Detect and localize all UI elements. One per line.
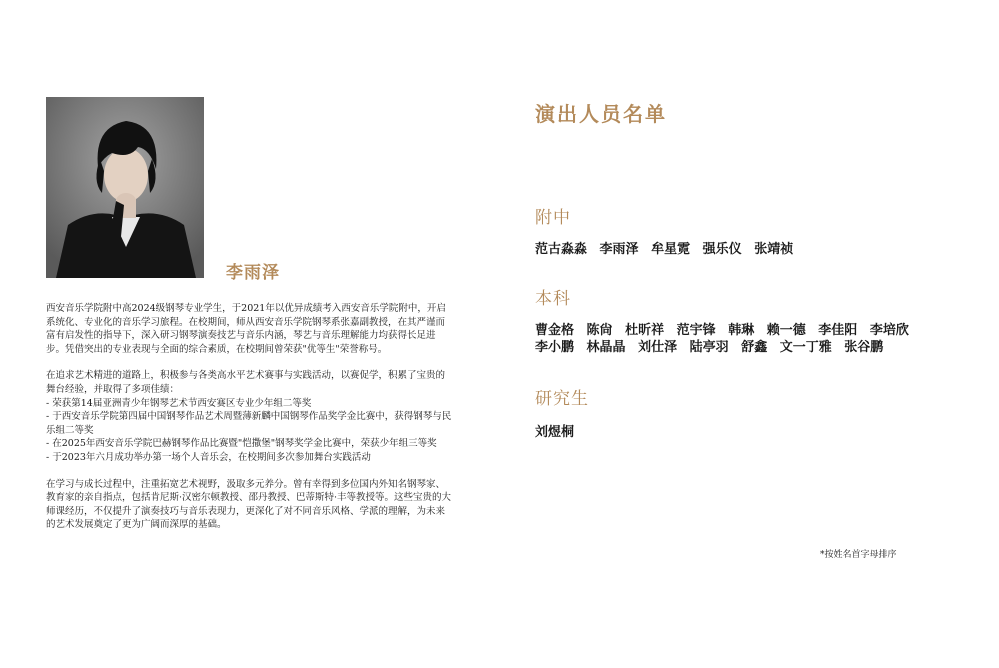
performer-name: 李培欣 (869, 323, 909, 338)
award-item: - 于2023年六月成功举办第一场个人音乐会，在校期间多次参加舞台实践活动 (46, 451, 371, 463)
performer-name: 范宇锋 (676, 323, 716, 338)
sort-footnote: *按姓名首字母排序 (820, 550, 897, 560)
awards-block (46, 369, 454, 464)
section-names-yanjiusheng (535, 424, 935, 441)
soloist-name: 李雨泽 (226, 263, 280, 283)
performer-name: 张谷鹏 (844, 340, 884, 355)
bio-paragraph-1: 西安音乐学院附中高2024级钢琴专业学生，于2021年以优异成绩考入西安音乐学院附中，开启系统化、专业化的音乐学习旅程。在校期间，师从西安音乐学院钢琴系张嘉副教授，在其严谨而富有启发性的指导下，深入研习钢琴演奏技艺与音乐内涵，琴艺与音乐理解能力均获得长足进步。凭借突出的专业表现与全面的综合素质，在校期间曾荣获"优等生"荣誉称号。 (46, 303, 446, 355)
performer-name: 范古淼淼 (535, 242, 588, 257)
soloist-bio (46, 302, 454, 545)
section-title-fuzhong: 附中 (535, 208, 571, 228)
performer-name: 强乐仪 (702, 242, 742, 257)
performer-name: 张靖祯 (754, 242, 794, 257)
portrait-illustration (46, 97, 204, 278)
performer-name: 赖一德 (766, 323, 806, 338)
awards-intro: 在追求艺术精进的道路上，积极参与各类高水平艺术赛事与实践活动，以赛促学，积累了宝贵的舞台经验，并取得了多项佳绩： (46, 370, 446, 395)
performer-name: 李小鹏 (535, 340, 575, 355)
performer-name: 林晶晶 (586, 340, 626, 355)
performer-name: 刘煜桐 (535, 425, 575, 440)
award-item: - 于西安音乐学院第四届中国钢琴作品艺术周暨薄新麟中国钢琴作品奖学金比赛中，获得钢琴与民乐组二等奖 (46, 411, 452, 436)
performer-name: 杜昕祥 (625, 323, 665, 338)
performer-name: 李佳阳 (818, 323, 858, 338)
award-item: - 荣获第14届亚洲青少年钢琴艺术节西安赛区专业少年组二等奖 (46, 397, 312, 409)
section-names-fuzhong (535, 241, 935, 258)
section-names-benke (535, 322, 935, 356)
performer-name: 曹金格 (535, 323, 575, 338)
soloist-photo (46, 97, 204, 278)
performer-name: 陈尙 (586, 323, 613, 338)
credits-title: 演出人员名单 (535, 102, 667, 126)
performer-name: 刘仕泽 (638, 340, 678, 355)
bio-paragraph-2: 在学习与成长过程中，注重拓宽艺术视野，汲取多元养分。曾有幸得到多位国内外知名钢琴家、教育家的亲自指点，包括肯尼斯·汉密尔顿教授、邵丹教授、巴蒂斯特·丰等教授等。这些宝贵的大师课经历，不仅提升了演奏技巧与音乐表现力，更深化了对不同音乐风格、学派的理解，为未来的艺术发展奠定了更为广阔而深厚的基础。 (46, 478, 452, 531)
section-title-yanjiusheng: 研究生 (535, 389, 589, 409)
performer-name: 李雨泽 (599, 242, 639, 257)
performer-name: 文一丁雅 (779, 340, 832, 355)
award-item: - 在2025年西安音乐学院巴赫钢琴作品比赛暨"恺撒堡"钢琴奖学金比赛中，荣获少年组三等奖 (46, 438, 437, 450)
performer-name: 陆亭羽 (689, 340, 729, 355)
performer-name: 舒鑫 (741, 340, 768, 355)
performer-name: 韩琳 (728, 323, 755, 338)
section-title-benke: 本科 (535, 289, 571, 309)
performer-name: 牟星霓 (651, 242, 691, 257)
